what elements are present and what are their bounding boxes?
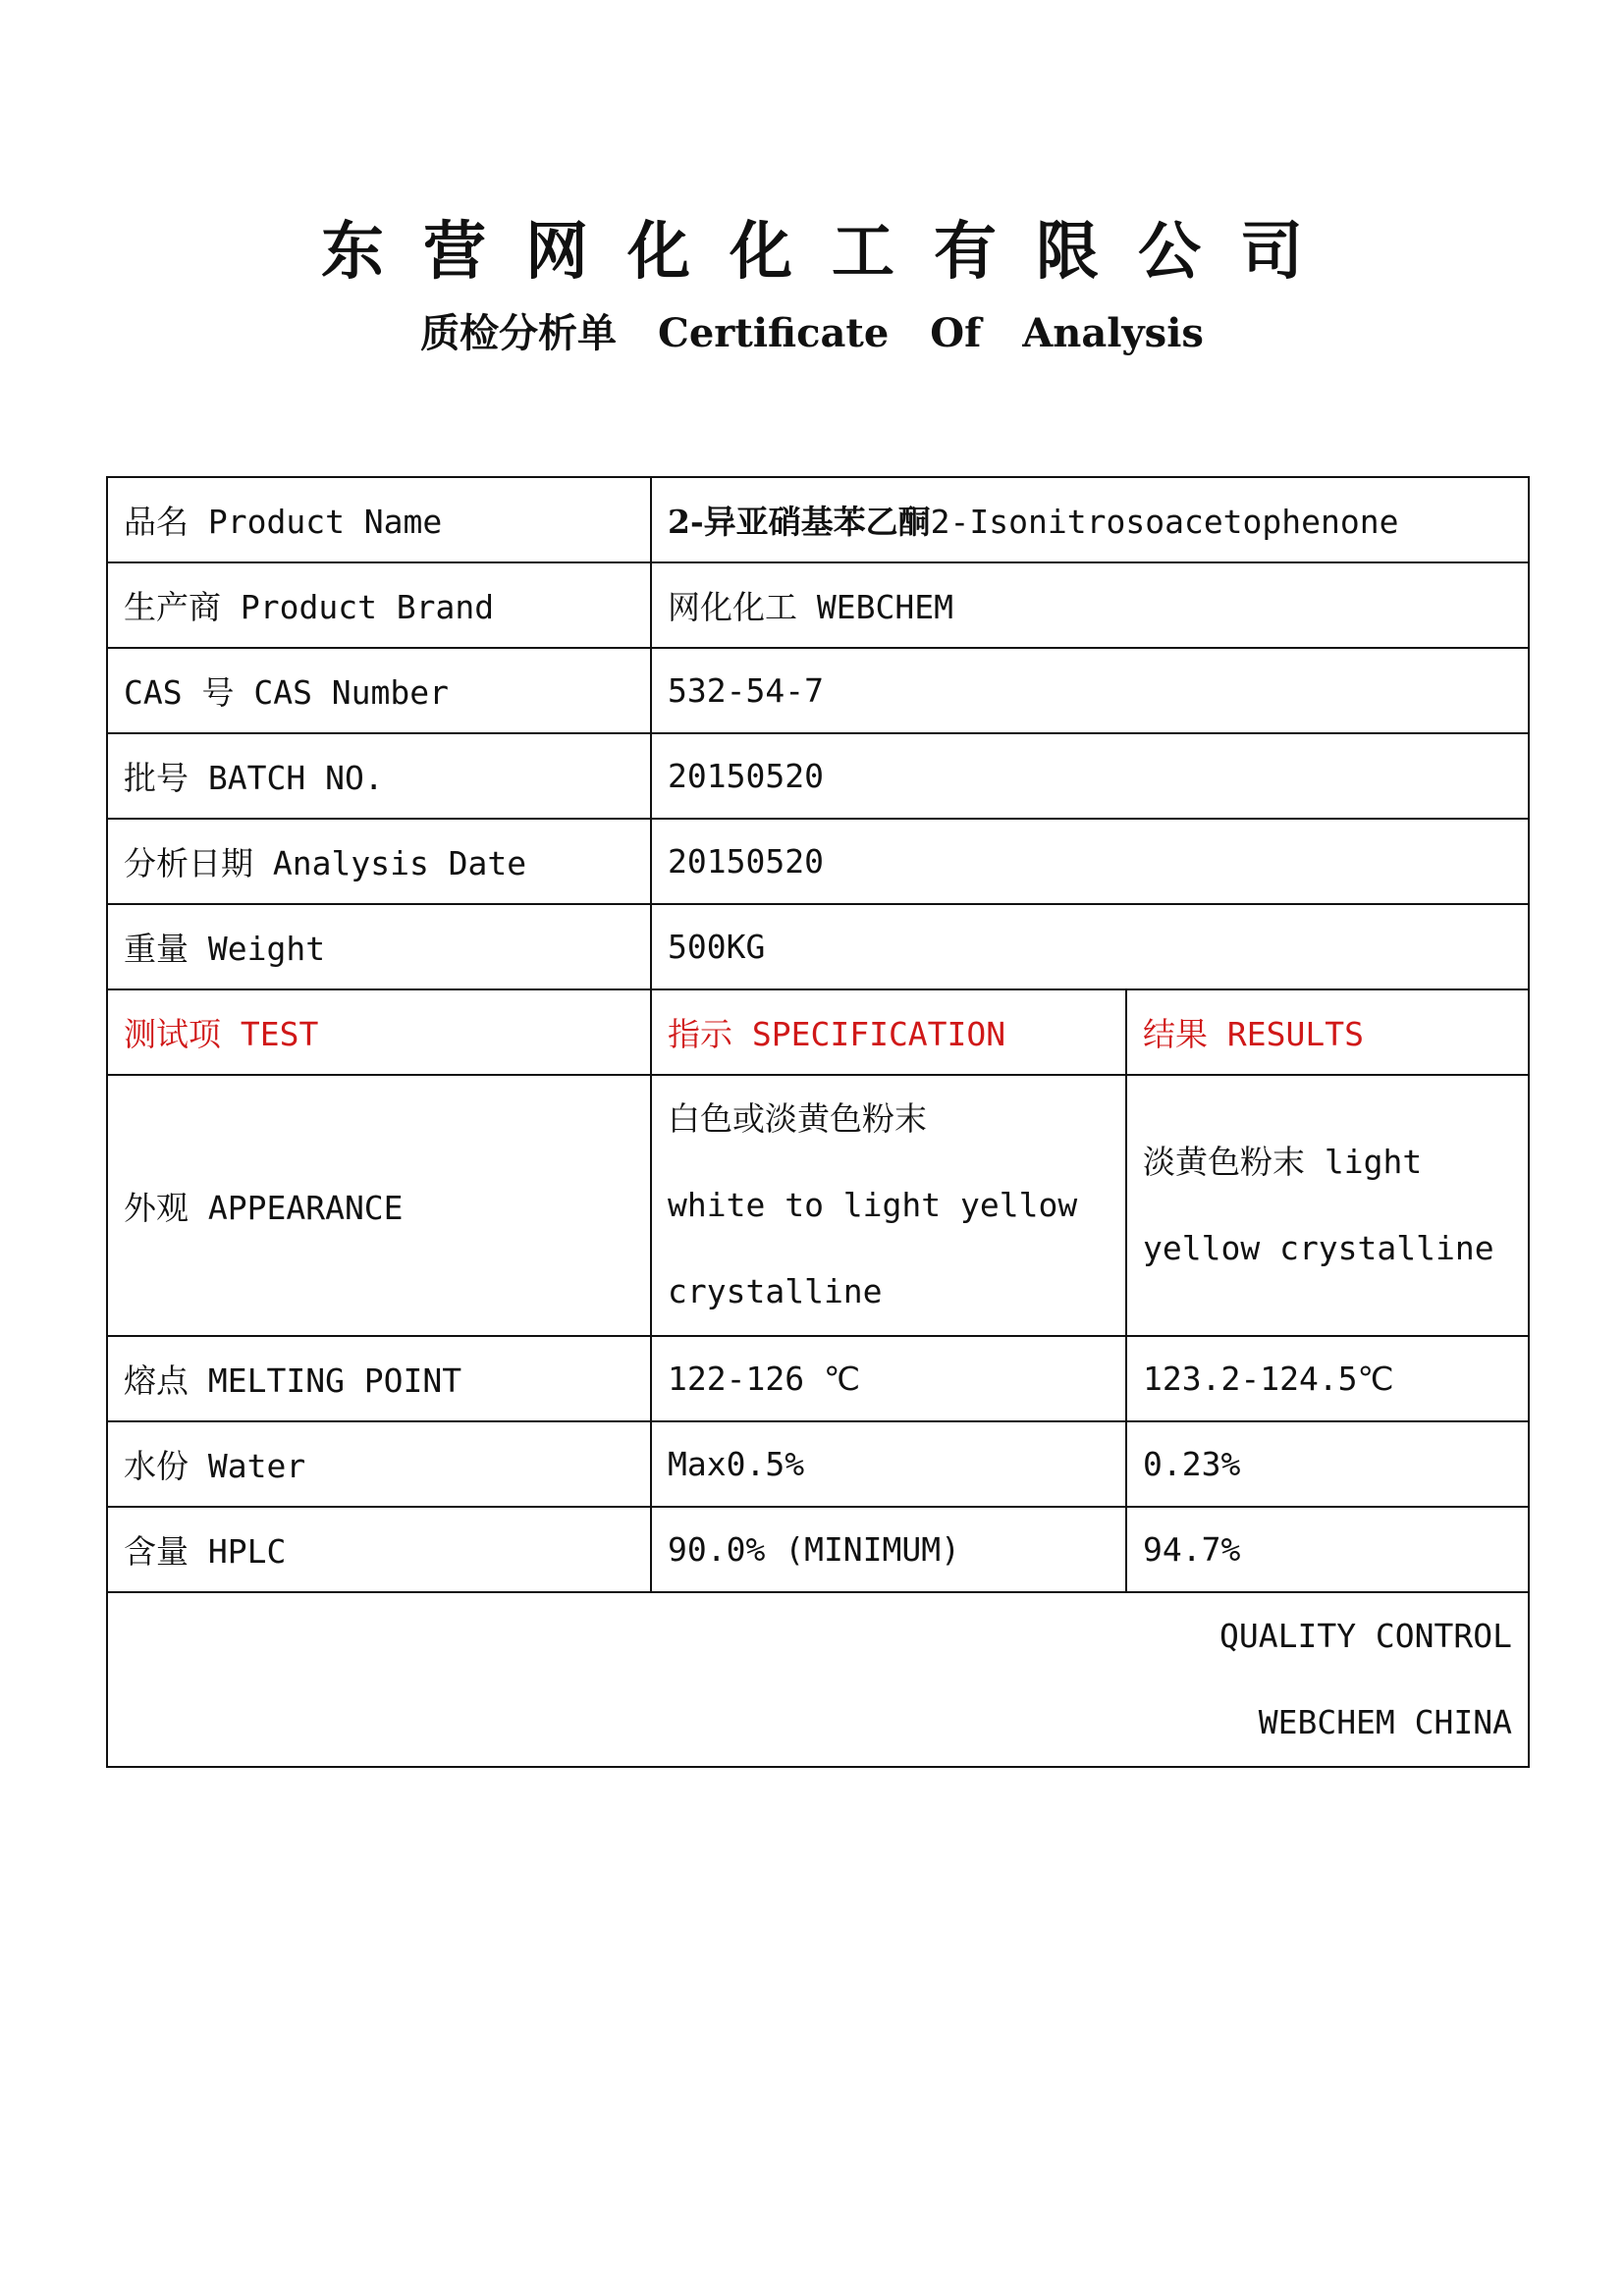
appearance-result: [1126, 1075, 1529, 1336]
product-name-en: 2-Isonitrosoacetophenone: [930, 503, 1399, 541]
water-test: 水份 Water: [107, 1421, 651, 1507]
test-header: 测试项 TEST: [107, 989, 651, 1075]
footer-line-2: WEBCHEM CHINA: [1258, 1703, 1512, 1741]
product-name-label: 品名 Product Name: [107, 477, 651, 562]
result-line: yellow crystalline: [1143, 1229, 1494, 1267]
table-row: [107, 904, 1529, 989]
water-spec: Max0.5%: [651, 1421, 1126, 1507]
table-row: [107, 1421, 1529, 1507]
table-row: [107, 648, 1529, 733]
product-name-value: [651, 477, 1529, 562]
cas-value: 532-54-7: [651, 648, 1529, 733]
specification-header: 指示 SPECIFICATION: [651, 989, 1126, 1075]
company-title: 东营网化化工有限公司: [321, 215, 1342, 289]
result-line: 淡黄色粉末 light: [1143, 1143, 1423, 1181]
table-row: [107, 1336, 1529, 1421]
melting-point-result: 123.2-124.5℃: [1126, 1336, 1529, 1421]
spec-line: 白色或淡黄色粉末: [668, 1099, 927, 1138]
table-row: [107, 733, 1529, 819]
spec-line: crystalline: [668, 1272, 883, 1310]
table-row: [107, 1507, 1529, 1592]
water-result: 0.23%: [1126, 1421, 1529, 1507]
weight-label: 重量 Weight: [107, 904, 651, 989]
footer-row: [107, 1592, 1529, 1767]
brand-label: 生产商 Product Brand: [107, 562, 651, 648]
analysis-table: [106, 476, 1530, 1768]
spec-line: white to light yellow: [668, 1186, 1078, 1224]
test-header-row: [107, 989, 1529, 1075]
quality-control-signoff: [107, 1592, 1529, 1767]
weight-value: 500KG: [651, 904, 1529, 989]
table-row: [107, 562, 1529, 648]
hplc-test: 含量 HPLC: [107, 1507, 651, 1592]
hplc-result: 94.7%: [1126, 1507, 1529, 1592]
melting-point-spec: 122-126 ℃: [651, 1336, 1126, 1421]
analysis-date-value: 20150520: [651, 819, 1529, 904]
appearance-test: 外观 APPEARANCE: [107, 1075, 651, 1336]
table-row: [107, 1075, 1529, 1336]
batch-label: 批号 BATCH NO.: [107, 733, 651, 819]
hplc-spec: 90.0% (MINIMUM): [651, 1507, 1126, 1592]
appearance-spec: [651, 1075, 1126, 1336]
document-subtitle: 质检分析单 Certificate Of Analysis: [420, 310, 1204, 356]
footer-line-1: QUALITY CONTROL: [1218, 1617, 1512, 1655]
analysis-date-label: 分析日期 Analysis Date: [107, 819, 651, 904]
table-row: [107, 477, 1529, 562]
melting-point-test: 熔点 MELTING POINT: [107, 1336, 651, 1421]
product-name-cn: 2-异亚硝基苯乙酮: [668, 503, 931, 541]
brand-value: 网化化工 WEBCHEM: [651, 562, 1529, 648]
cas-label: CAS 号 CAS Number: [107, 648, 651, 733]
results-header: 结果 RESULTS: [1126, 989, 1529, 1075]
batch-value: 20150520: [651, 733, 1529, 819]
table-row: [107, 819, 1529, 904]
